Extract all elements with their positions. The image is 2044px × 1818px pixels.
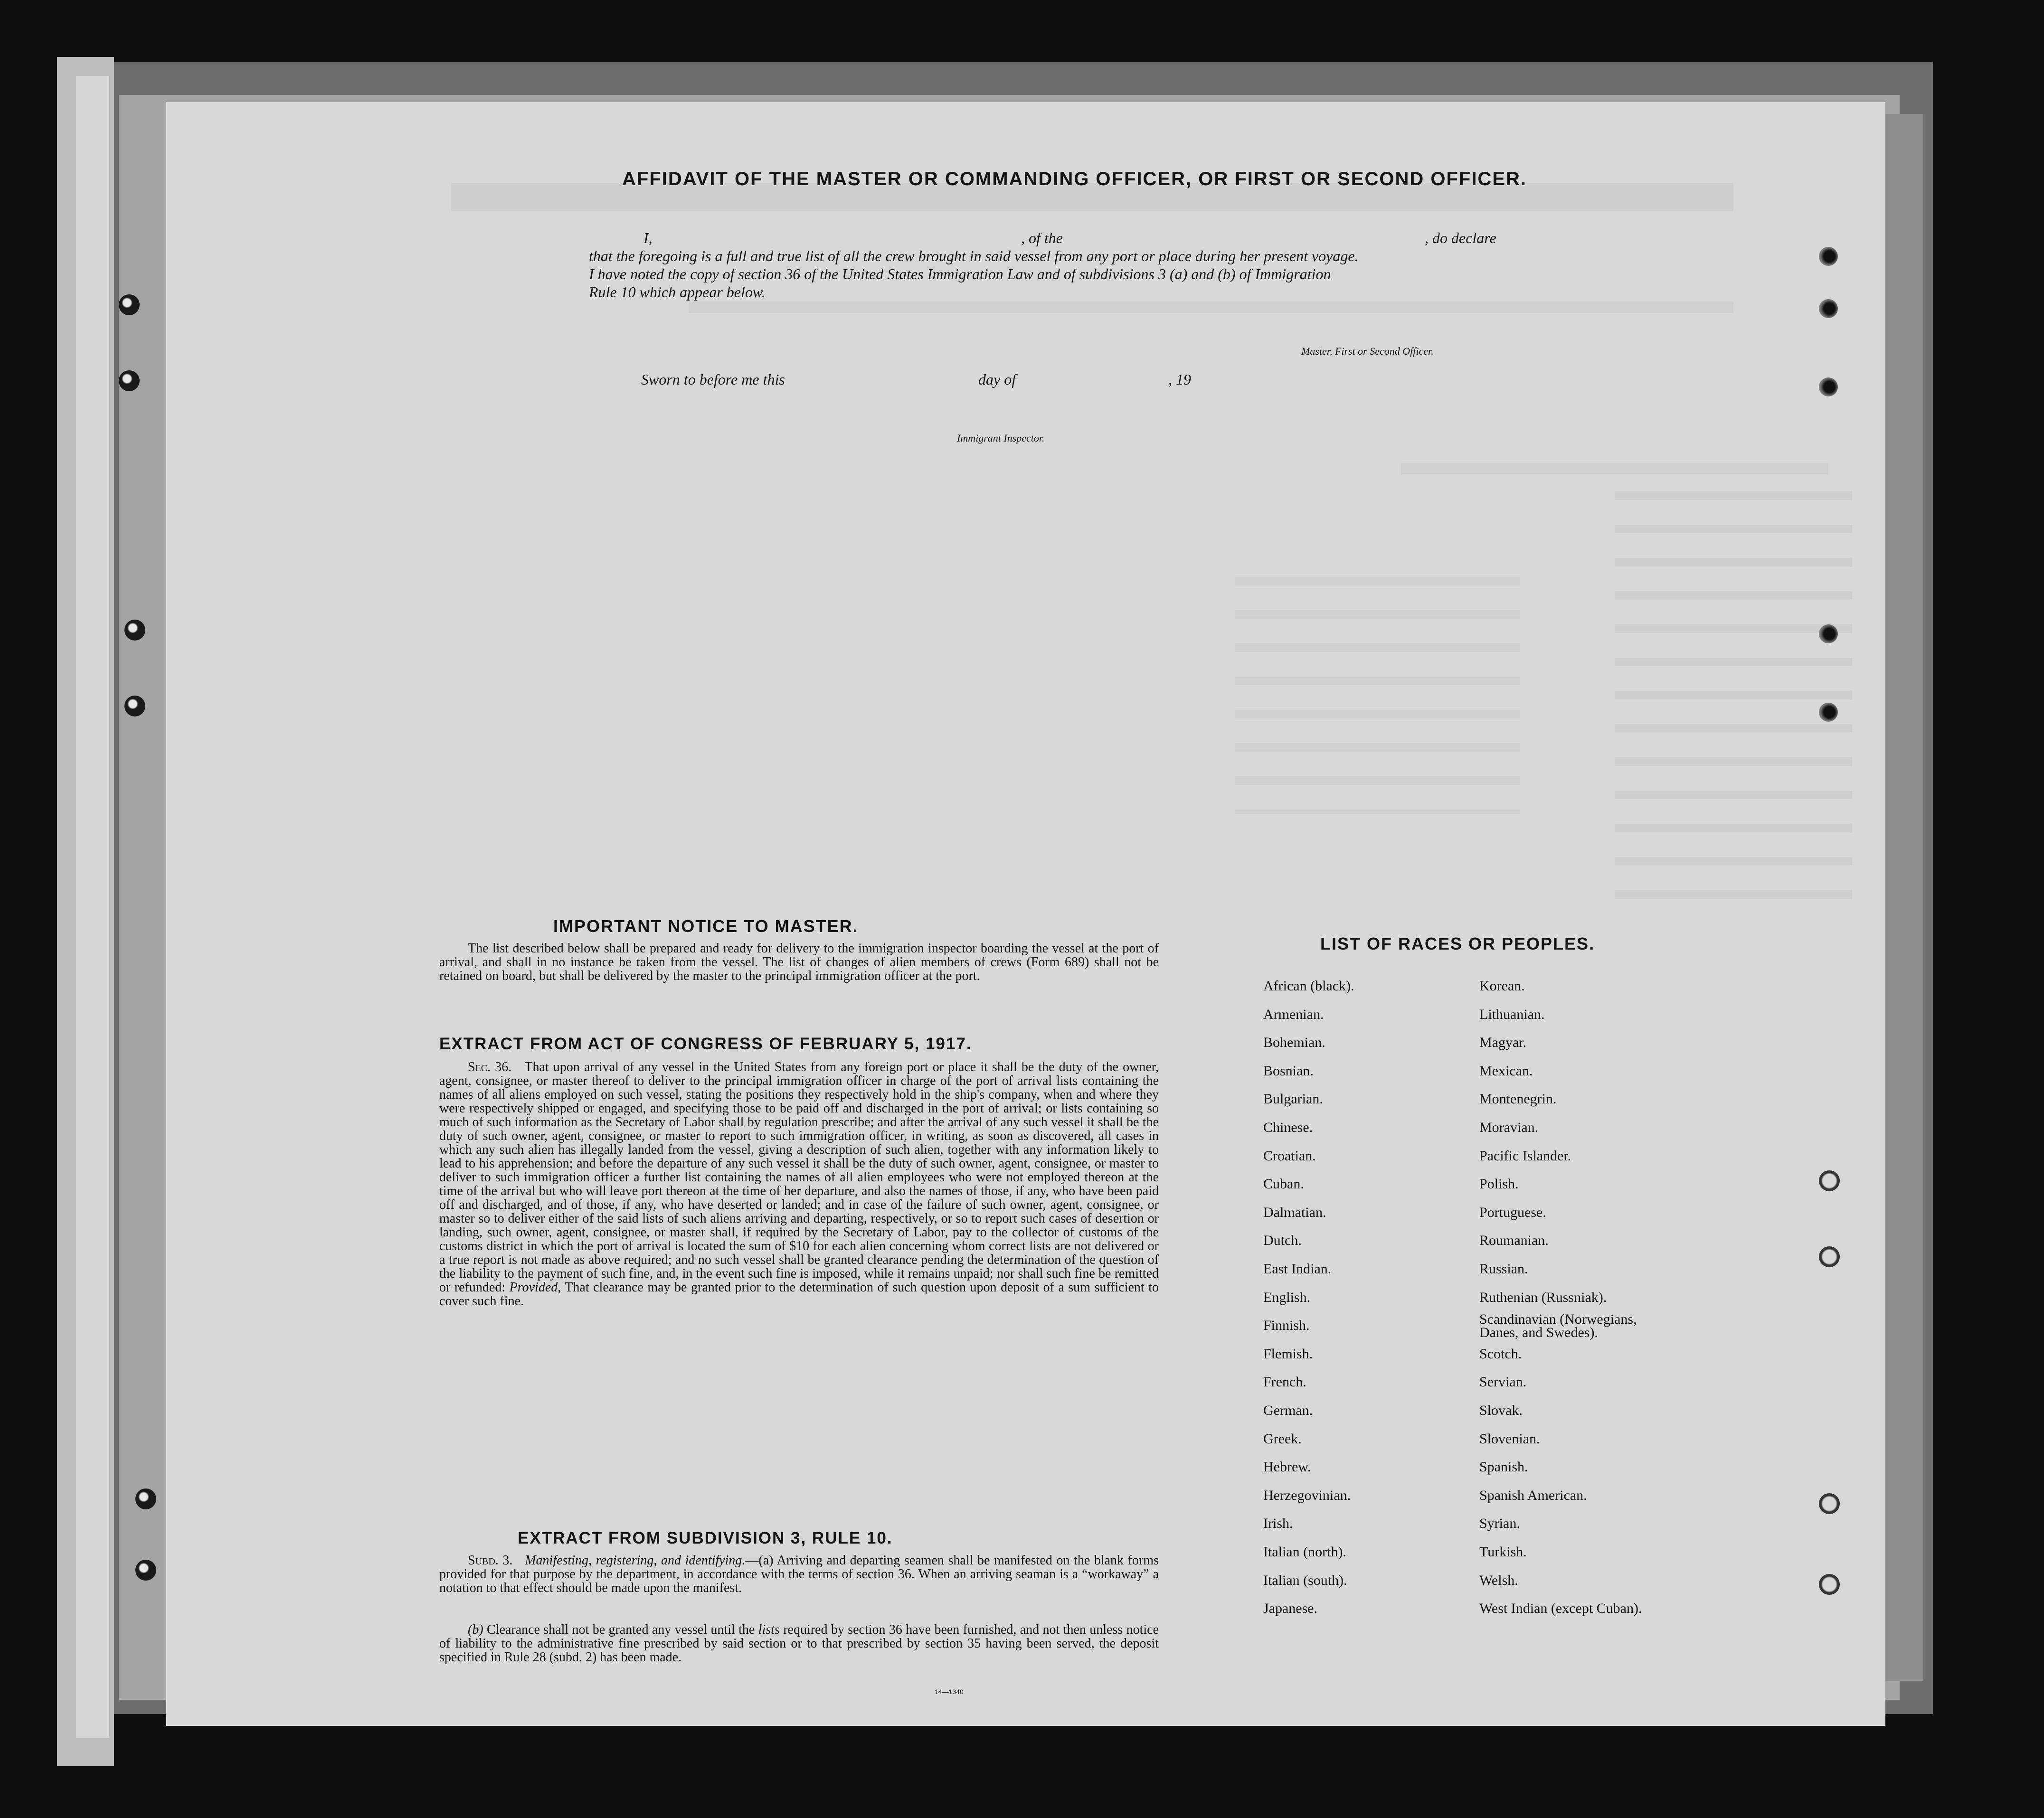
race-right-item: Spanish. bbox=[1479, 1459, 1528, 1475]
race-left-item: English. bbox=[1263, 1289, 1311, 1305]
subd-label: Subd. 3. bbox=[468, 1553, 513, 1568]
binder-strip-inner bbox=[76, 76, 109, 1738]
race-right-item: Korean. bbox=[1479, 978, 1525, 994]
race-right-item: Ruthenian (Russniak). bbox=[1479, 1289, 1607, 1305]
affidavit-of-the: , of the bbox=[1021, 229, 1063, 246]
subd-text-b2: required by section 36 have been furnished, and not then unless notice of liability to the administrative fine prescribed by said section or to that prescribed by section 35 having been served, the deposit specified in Rule 28 (subd. 2) has been made. bbox=[439, 1622, 1159, 1665]
punch-hole bbox=[1819, 624, 1838, 643]
race-left-item: Italian (north). bbox=[1263, 1544, 1346, 1560]
punch-hole bbox=[124, 696, 145, 716]
race-right-item: Spanish American. bbox=[1479, 1487, 1587, 1503]
race-left-item: Bohemian. bbox=[1263, 1035, 1325, 1051]
race-left-item: German. bbox=[1263, 1403, 1313, 1418]
race-right-item: Welsh. bbox=[1479, 1572, 1518, 1588]
act-title: EXTRACT FROM ACT OF CONGRESS OF FEBRUARY 5, 1917. bbox=[439, 1035, 972, 1053]
punch-hole bbox=[1819, 1246, 1840, 1267]
race-left-item: French. bbox=[1263, 1374, 1306, 1390]
race-right-item: Lithuanian. bbox=[1479, 1006, 1545, 1022]
race-left-item: Greek. bbox=[1263, 1431, 1302, 1447]
bleed-through-text bbox=[689, 301, 1733, 313]
race-left-item: Cuban. bbox=[1263, 1176, 1304, 1192]
day-of-label: day of bbox=[978, 371, 1016, 388]
affidavit-i: I, bbox=[643, 229, 653, 246]
race-right-item: Turkish. bbox=[1479, 1544, 1527, 1560]
race-right-item: Slovenian. bbox=[1479, 1431, 1540, 1447]
year-label: , 19 bbox=[1168, 371, 1191, 388]
punch-hole bbox=[1819, 299, 1838, 318]
race-right-item: Roumanian. bbox=[1479, 1233, 1549, 1249]
punch-hole bbox=[135, 1488, 156, 1509]
inspector-label: Immigrant Inspector. bbox=[957, 432, 1045, 444]
race-right-item: Russian. bbox=[1479, 1261, 1528, 1277]
race-left-item: Bulgarian. bbox=[1263, 1091, 1323, 1107]
race-right-item: Magyar. bbox=[1479, 1035, 1527, 1051]
section-label: Sec. 36. bbox=[468, 1060, 512, 1074]
race-left-item: Armenian. bbox=[1263, 1006, 1324, 1022]
race-left-item: Chinese. bbox=[1263, 1120, 1313, 1135]
subd-heading: Manifesting, registering, and identifying. bbox=[525, 1553, 746, 1568]
bleed-through-text bbox=[1615, 491, 1852, 919]
race-left-item: Hebrew. bbox=[1263, 1459, 1311, 1475]
act-body-end: That clearance may be granted prior to the determination of such question upon deposit of a sum sufficient to cover such fine. bbox=[439, 1280, 1159, 1309]
notice-text: The list described below shall be prepared and ready for delivery to the immigration inspector boarding the vessel at the port of arrival, and shall in no instance be taken from the vessel. The list of changes of alien members of crews (Form 689) shall not be retained on board, but shall be delivered by the master to the principal immigration officer at the port. bbox=[439, 941, 1159, 983]
subd-b-label: (b) bbox=[468, 1622, 483, 1637]
punch-hole bbox=[124, 620, 145, 641]
subdivision-text-b bbox=[439, 1623, 1159, 1664]
act-text bbox=[439, 1060, 1159, 1308]
race-right-item: Scotch. bbox=[1479, 1346, 1522, 1362]
race-left-item: Herzegovinian. bbox=[1263, 1487, 1351, 1503]
affidavit-line-4: Rule 10 which appear below. bbox=[589, 283, 766, 301]
punch-hole bbox=[119, 294, 140, 315]
subd-text-b1: Clearance shall not be granted any vessel until the bbox=[487, 1622, 755, 1637]
race-left-item: Bosnian. bbox=[1263, 1063, 1314, 1079]
punch-hole bbox=[1819, 377, 1838, 396]
bleed-through-text bbox=[1235, 577, 1520, 814]
punch-hole bbox=[135, 1560, 156, 1581]
subd-text-a: —(a) Arriving and departing seamen shall be manifested on the blank forms provided for that purpose by the department, in accordance with the terms of section 36. When an arriving seaman is a “workaway” a notation to that effect should be made upon the manifest. bbox=[439, 1553, 1159, 1595]
affidavit-title: AFFIDAVIT OF THE MASTER OR COMMANDING OFFICER, OR FIRST OR SECOND OFFICER. bbox=[622, 169, 1527, 189]
race-right-item: Slovak. bbox=[1479, 1403, 1523, 1418]
punch-hole bbox=[1819, 1574, 1840, 1595]
punch-hole bbox=[1819, 1493, 1840, 1514]
punch-hole bbox=[1819, 247, 1838, 266]
race-left-item: Japanese. bbox=[1263, 1601, 1318, 1617]
race-right-item: Moravian. bbox=[1479, 1120, 1539, 1135]
race-right-item: Mexican. bbox=[1479, 1063, 1533, 1079]
act-body: That upon arrival of any vessel in the United States from any foreign port or place it shall be the duty of the owner, agent, consignee, or master thereof to deliver to the principal immigration officer in charge of the port of arrival lists containing the names of all aliens employed on such vessel, stating the positions they respectively hold in the ship's company, when and where they were respectively shipped or engaged, and specifying those to be paid off and discharged in the port of arrival; or lists containing so much of such information as the Secretary of Labor shall by regulation prescribe; and after the arrival of any such vessel it shall be the duty of such owner, agent, consignee, or master to report to such immigration officer, in writing, as soon as discovered, all cases in which any such alien has illegally landed from the vessel, giving a description of such alien, together with any information likely to lead to his apprehension; and before the departure of any such vessel it shall be the duty of such owner, agent, consignee, or master to deliver to such immigration officer a further list containing the names of all alien employees who were not employed thereon at the time of the arrival but who will leave port thereon at the time of her departure, and also the names of those, if any, who have been paid off and discharged, and of those, if any, who have deserted or landed; and in case of the failure of such owner, agent, consignee, or master so to deliver either of the said lists of such aliens arriving and departing, respectively, or so to report such cases of desertion or landing, such owner, agent, consignee, or master shall, if required by the Secretary of Labor, pay to the collector of customs of the customs district in which the port of arrival is located the sum of $10 for each alien concerning whom correct lists are not delivered or a true report is not made as above required; and no such vessel shall be granted clearance pending the determination of the question of the liability to the payment of such fine, and, in the event such fine is imposed, while it remains unpaid; nor shall such fine be remitted or refunded: bbox=[439, 1060, 1159, 1295]
race-right-item: Portuguese. bbox=[1479, 1204, 1546, 1220]
document-page bbox=[166, 102, 1885, 1726]
race-right-item: West Indian (except Cuban). bbox=[1479, 1601, 1642, 1617]
race-left-item: Flemish. bbox=[1263, 1346, 1313, 1362]
race-left-item: Finnish. bbox=[1263, 1318, 1310, 1334]
punch-hole bbox=[1819, 1170, 1840, 1191]
subdivision-text-a bbox=[439, 1554, 1159, 1595]
sworn-label: Sworn to before me this bbox=[641, 371, 785, 388]
race-left-item: Italian (south). bbox=[1263, 1572, 1347, 1588]
form-number: 14—1340 bbox=[935, 1688, 964, 1696]
affidavit-do-declare: , do declare bbox=[1425, 229, 1496, 246]
race-left-item: Dutch. bbox=[1263, 1233, 1302, 1249]
bleed-through-text bbox=[1401, 463, 1828, 474]
subdivision-title: EXTRACT FROM SUBDIVISION 3, RULE 10. bbox=[518, 1529, 893, 1547]
race-left-item: Dalmatian. bbox=[1263, 1204, 1326, 1220]
race-right-item: Scandinavian (Norwegians, Danes, and Swedes). bbox=[1479, 1311, 1637, 1341]
subd-lists-word: lists bbox=[758, 1622, 780, 1637]
race-right-item: Servian. bbox=[1479, 1374, 1527, 1390]
races-title: LIST OF RACES OR PEOPLES. bbox=[1320, 934, 1595, 953]
race-right-item: Pacific Islander. bbox=[1479, 1148, 1571, 1164]
punch-hole bbox=[1819, 703, 1838, 722]
race-left-item: African (black). bbox=[1263, 978, 1354, 994]
race-left-item: Irish. bbox=[1263, 1516, 1293, 1532]
master-signature-label: Master, First or Second Officer. bbox=[1301, 345, 1434, 357]
provided-word: Provided, bbox=[509, 1280, 561, 1295]
race-left-item: East Indian. bbox=[1263, 1261, 1332, 1277]
race-right-item: Montenegrin. bbox=[1479, 1091, 1557, 1107]
race-left-item: Croatian. bbox=[1263, 1148, 1316, 1164]
punch-hole bbox=[119, 370, 140, 391]
race-right-item: Polish. bbox=[1479, 1176, 1519, 1192]
affidavit-line-3: I have noted the copy of section 36 of the United States Immigration Law and of subdivisions 3 (a) and (b) of Immigration bbox=[589, 265, 1331, 283]
notice-title: IMPORTANT NOTICE TO MASTER. bbox=[553, 916, 859, 936]
race-right-item: Syrian. bbox=[1479, 1516, 1520, 1532]
affidavit-line-2: that the foregoing is a full and true list of all the crew brought in said vessel from any port or place during her present voyage. bbox=[589, 247, 1359, 264]
